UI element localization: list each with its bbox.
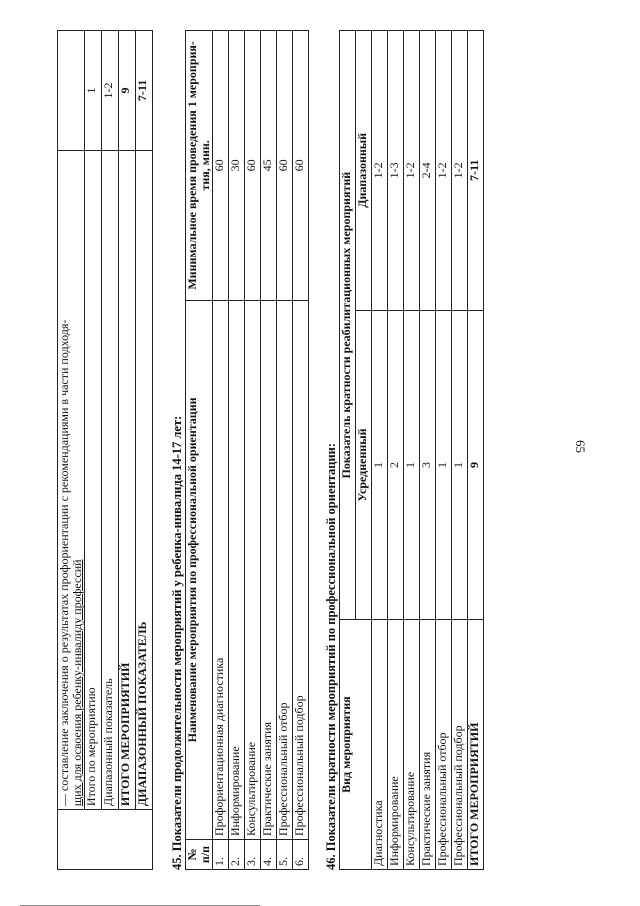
row-name: Консультирование (245, 300, 261, 839)
row-value: 7-11 (136, 31, 153, 151)
table-row (420, 31, 436, 870)
row-avg: 2 (388, 310, 404, 620)
table-row (388, 31, 404, 870)
row-avg: 1 (452, 310, 468, 620)
row-label: Диапазонный показатель (102, 150, 119, 809)
col-header-group: Показатель кратности реабилитационных мероприятий (340, 31, 356, 620)
table-row (102, 31, 119, 870)
table-row (404, 31, 420, 870)
row-name: Консультирование (404, 620, 420, 870)
row-time: 60 (293, 31, 309, 301)
row-avg: 1 (404, 310, 420, 620)
row-num: 6. (293, 840, 309, 870)
table-row (261, 31, 277, 870)
row-avg: 3 (420, 310, 436, 620)
row-value: 1 (85, 31, 102, 151)
row-label: Итого по мероприятию (85, 150, 102, 809)
row-range: 1-2 (452, 31, 468, 311)
col-header-time: Минимальное время проведения 1 мероприя-тия, мин. (186, 31, 213, 301)
col-header-avg: Усредненный (356, 310, 372, 620)
row-name: Профессиональный подбор (452, 620, 468, 870)
row-name: Диагностика (372, 620, 388, 870)
col-header-name: Наименование мероприятия по профессиональной ориентации (186, 300, 213, 839)
table-header-row (340, 31, 356, 870)
row-range: 1-2 (372, 31, 388, 311)
row-name: Практические занятия (420, 620, 436, 870)
col-header-num: № п/п (186, 840, 213, 870)
table-row (119, 31, 136, 870)
row-name: Профориентационная диагностика (213, 300, 229, 839)
table-row (452, 31, 468, 870)
table-header-row (186, 31, 213, 870)
row-range: 1-2 (436, 31, 452, 311)
frequency-table (339, 30, 484, 870)
table-row (85, 31, 102, 870)
row-label: ИТОГО МЕРОПРИЯТИЙ (119, 150, 136, 809)
table-row (229, 31, 245, 870)
row-avg: 9 (468, 310, 484, 620)
table-row (468, 31, 484, 870)
table-row (58, 31, 85, 870)
table-row (245, 31, 261, 870)
row-num: 5. (277, 840, 293, 870)
row-value: 1-2 (102, 31, 119, 151)
section-45-heading: 45. Показатели продолжительности мероприятий у ребенка-инвалида 14-17 лет: (170, 415, 184, 870)
row-range: 1-2 (404, 31, 420, 311)
section-46-heading: 46. Показатели кратности мероприятий по профессиональной ориентации: (324, 442, 338, 870)
rotated-page-content (57, 30, 617, 870)
page-number: 65 (573, 440, 588, 453)
col-header-range: Диапазонный (356, 31, 372, 311)
table-row (277, 31, 293, 870)
row-value: 9 (119, 31, 136, 151)
intro-line: — составление заключения о результатах профориентации с рекомендациями в части подходя- (57, 319, 71, 807)
row-label: ДИАПАЗОННЫЙ ПОКАЗАТЕЛЬ (136, 150, 153, 809)
row-range: 1-3 (388, 31, 404, 311)
row-time: 45 (261, 31, 277, 301)
row-name: Профессиональный отбор (277, 300, 293, 839)
table-cell (58, 810, 153, 870)
duration-table (185, 30, 309, 870)
row-time: 60 (245, 31, 261, 301)
row-name: Профессиональный подбор (293, 300, 309, 839)
table-row (436, 31, 452, 870)
row-range: 2-4 (420, 31, 436, 311)
intro-line: щих для освоения ребенку-инвалиду профессий (70, 559, 84, 807)
row-time: 30 (229, 31, 245, 301)
row-time: 60 (213, 31, 229, 301)
row-avg: 1 (372, 310, 388, 620)
row-name: Информирование (229, 300, 245, 839)
row-name: Профессиональный отбор (436, 620, 452, 870)
table-row (293, 31, 309, 870)
table-cell (58, 31, 85, 151)
row-time: 60 (277, 31, 293, 301)
col-header-kind: Вид мероприятия (340, 620, 372, 870)
table-row (372, 31, 388, 870)
row-name: Информирование (388, 620, 404, 870)
table-row (213, 31, 229, 870)
summary-table (57, 30, 153, 870)
intro-cell (58, 150, 85, 809)
row-num: 3. (245, 840, 261, 870)
row-avg: 1 (436, 310, 452, 620)
row-name: ИТОГО МЕРОПРИЯТИЙ (468, 620, 484, 870)
row-num: 4. (261, 840, 277, 870)
table-row (136, 31, 153, 870)
row-num: 1. (213, 840, 229, 870)
row-range: 7-11 (468, 31, 484, 311)
row-name: Практические занятия (261, 300, 277, 839)
row-num: 2. (229, 840, 245, 870)
